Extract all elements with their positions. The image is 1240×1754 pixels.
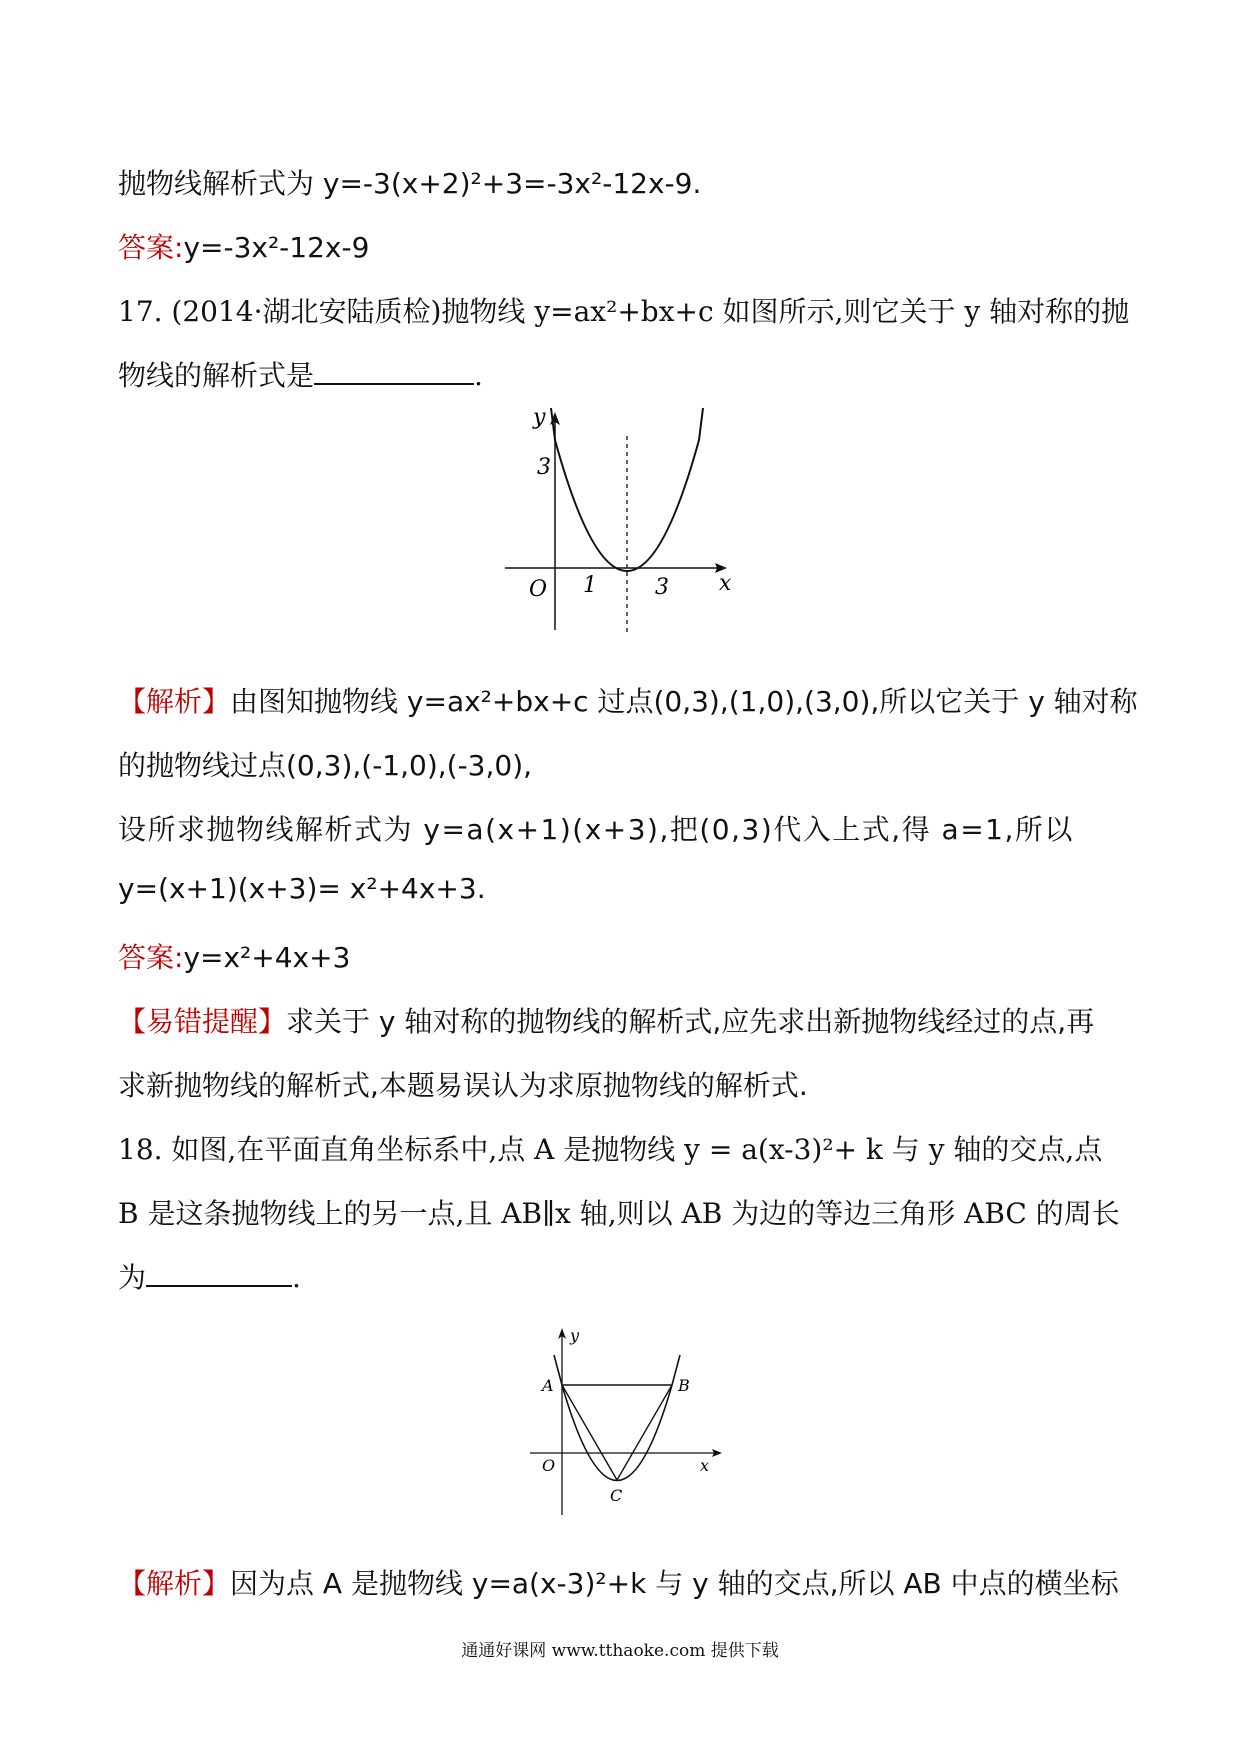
solution-text: 由图知抛物线 y=ax²+bx+c 过点(0,3),(1,0),(3,0),所以它关于 y 轴对称 — [230, 685, 1138, 718]
answer-value: y=-3x²-12x-9 — [183, 231, 370, 264]
answer-label: 答案: — [118, 231, 184, 264]
x-tick-label-1: 1 — [583, 573, 597, 598]
answer-value: y=x²+4x+3 — [183, 941, 351, 974]
solution-17-line-1 — [118, 680, 1138, 720]
tip-text: 求关于 y 轴对称的抛物线的解析式,应先求出新抛物线经过的点,再 — [286, 1005, 1095, 1038]
y-axis-label: y — [570, 1326, 580, 1345]
solution-label: 【解析】 — [118, 685, 231, 718]
solution-label: 【解析】 — [118, 1567, 231, 1600]
origin-label: O — [542, 1456, 556, 1475]
answer-blank — [314, 357, 474, 385]
answer-line-2 — [118, 936, 350, 976]
solution-17-line-4: y=(x+1)(x+3)= x²+4x+3. — [118, 872, 486, 905]
question-18-line-1: 18. 如图,在平面直角坐标系中,点 A 是抛物线 y = a(x-3)²+ k 与 y 轴的交点,点 — [118, 1133, 1103, 1166]
y-tick-label: 3 — [537, 455, 551, 480]
question-17-line-1: 17. (2014·湖北安陆质检)抛物线 y=ax²+bx+c 如图所示,则它关于 y 轴对称的抛 — [118, 295, 1130, 328]
origin-label: O — [529, 577, 548, 602]
question-17-line-2 — [118, 354, 483, 394]
answer-label: 答案: — [118, 941, 184, 974]
question-18-line-3 — [118, 1256, 301, 1296]
point-b-label: B — [678, 1376, 690, 1395]
page-footer: 通通好课网 www.tthaoke.com 提供下载 — [461, 1641, 779, 1661]
question-17-text: 物线的解析式是 — [118, 359, 315, 392]
parabola-figure-1 — [505, 400, 745, 640]
solution-text: 因为点 A 是抛物线 y=a(x-3)²+k 与 y 轴的交点,所以 AB 中点的横坐标 — [230, 1567, 1119, 1600]
parabola-triangle-figure — [530, 1325, 730, 1525]
point-a-label: A — [542, 1376, 554, 1395]
y-axis-label: y — [533, 405, 546, 430]
question-18-text: 为 — [118, 1261, 147, 1294]
solution-18-line-1 — [118, 1562, 1119, 1602]
question-18-line-2: B 是这条抛物线上的另一点,且 AB∥x 轴,则以 AB 为边的等边三角形 ABC 的周长 — [118, 1197, 1120, 1230]
solution-17-line-3: 设所求抛物线解析式为 y=a(x+1)(x+3),把(0,3)代入上式,得 a=1,所以 — [118, 813, 1074, 846]
tip-line-1 — [118, 1000, 1094, 1040]
tip-label: 【易错提醒】 — [118, 1005, 287, 1038]
question-18-period: . — [292, 1261, 301, 1294]
answer-line — [118, 226, 369, 266]
x-tick-label-3: 3 — [655, 575, 669, 600]
question-17-period: . — [474, 359, 483, 392]
answer-blank — [146, 1259, 292, 1287]
solution-17-line-2: 的抛物线过点(0,3),(-1,0),(-3,0), — [118, 749, 533, 782]
point-c-label: C — [610, 1486, 623, 1505]
x-axis-label: x — [719, 571, 732, 596]
tip-line-2: 求新抛物线的解析式,本题易误认为求原抛物线的解析式. — [118, 1069, 808, 1102]
x-axis-label: x — [700, 1456, 710, 1475]
solution-text-line: 抛物线解析式为 y=-3(x+2)²+3=-3x²-12x-9. — [118, 167, 702, 200]
